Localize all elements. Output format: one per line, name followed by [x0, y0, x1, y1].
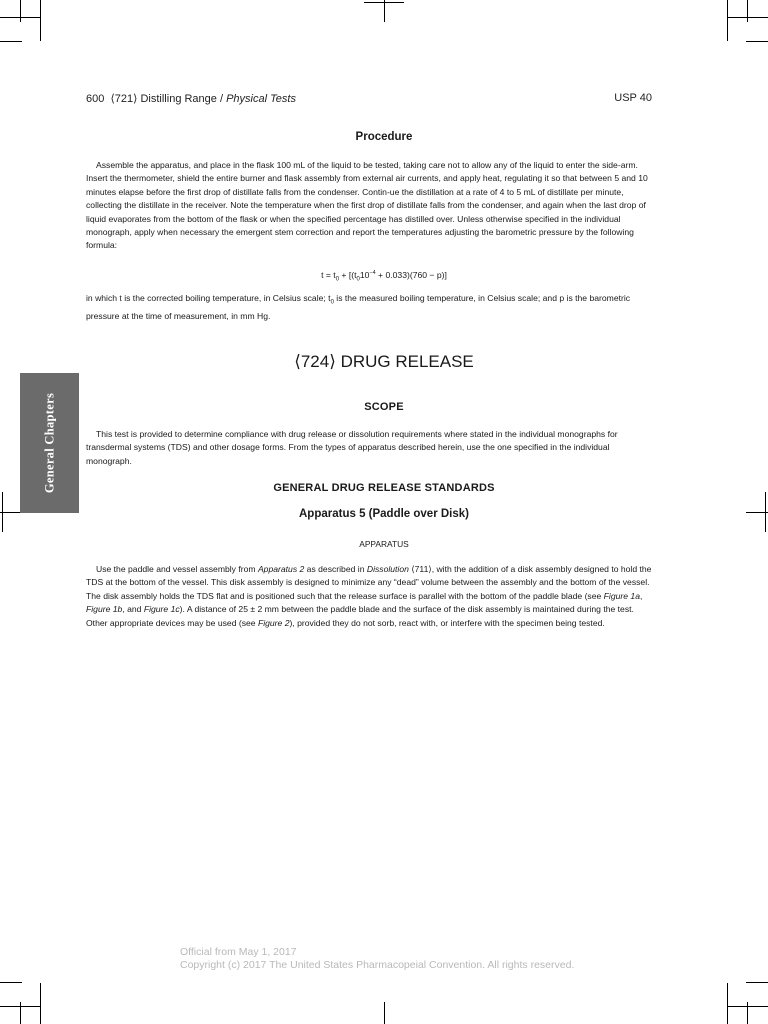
formula-part: + [(t — [339, 270, 357, 280]
scope-paragraph: This test is provided to determine compliance with drug release or dissolution requirements where stated in the individual monographs for transdermal systems (TDS) and other dosage forms. From the types of apparatus described herein, use the one specified in the individual monograph. — [86, 429, 618, 466]
formula-part: + 0.033)(760 − p)] — [375, 270, 447, 280]
apparatus-text: ). A distance of 25 ± 2 mm between the paddle blade and the surface of the disk assembly is maintained during the test. Other appropriate devices may be used (see — [86, 604, 634, 628]
copyright-notice: Copyright (c) 2017 The United States Pharmacopeial Convention. All rights reserved. — [180, 959, 575, 971]
copyright-footer — [180, 946, 574, 972]
side-tab-label: General Chapters — [42, 392, 56, 494]
apparatus-subheading: APPARATUS — [359, 539, 409, 549]
usp-edition: USP 40 — [614, 92, 652, 104]
crop-mark — [727, 983, 728, 1024]
formula-part: 10 — [359, 270, 370, 280]
apparatus-5-heading: Apparatus 5 (Paddle over Disk) — [299, 508, 469, 520]
crop-mark — [40, 0, 41, 41]
crop-mark — [0, 41, 22, 42]
crop-mark — [20, 1002, 21, 1024]
formula-superscript: −4 — [369, 270, 376, 277]
apparatus-text: , and — [122, 604, 144, 615]
formula-subscript: 0 — [356, 276, 360, 283]
page-number: 600 — [86, 93, 105, 105]
apparatus-text: as described in — [304, 564, 367, 574]
general-chapters-tab — [20, 373, 79, 513]
general-standards-heading: GENERAL DRUG RELEASE STANDARDS — [273, 482, 495, 494]
formula-explanation-text: is the measured boiling temperature, in Celsius scale; and p is the barometric pressure at the time of measurement, in mm Hg. — [86, 293, 631, 322]
section-name: Physical Tests — [226, 93, 296, 105]
crop-mark — [384, 0, 385, 22]
apparatus-text: , — [639, 590, 643, 601]
formula-subscript: 0 — [335, 276, 340, 283]
apparatus-text: Use the paddle and vessel assembly from — [96, 564, 258, 574]
figure-1a-reference: Figure 1a — [603, 590, 640, 601]
figure-1c-reference: Figure 1c — [143, 604, 180, 615]
formula-explanation — [86, 292, 652, 324]
figure-2-reference: Figure 2 — [257, 617, 290, 628]
boiling-point-formula — [0, 270, 768, 283]
official-date: Official from May 1, 2017 — [180, 946, 297, 958]
formula-explanation-text: in which t is the corrected boiling temperature, in Celsius scale; t — [86, 293, 331, 303]
apparatus-text: ⟨711⟩, with the addition of a disk assembly designed to hold the TDS at the bottom of the vessel. This disk assembly is designed to minimize any “dead” volume between the assembly and the bottom of the vessel. The disk assembly holds the TDS flat and is positioned such that the release surface is parallel with the bottom of the paddle blade (see — [86, 564, 652, 601]
crop-mark — [746, 41, 768, 42]
crop-mark — [747, 1002, 748, 1024]
procedure-paragraph: Assemble the apparatus, and place in the flask 100 mL of the liquid to be tested, taking care not to allow any of the liquid to enter the side-arm. Insert the thermometer, shield the entire burner and flask assembly from external air currents, and apply heat, regulating it so that between 5 and 10 minutes elapse before the first drop of distillate falls from the condenser. Contin-ue the distillation at a rate of 4 to 5 mL of distillate per minute, collecting the distillate in the receiver. Note the temperature when the first drop of distillate falls from the condenser, and again when the last drop of liquid evaporates from the bottom of the flask or when the specified percentage has distilled over. Unless otherwise specified in the individual monograph, apply when necessary the emergent stem correction and report the temperatures adjusting the barometric pressure by the following formula: — [86, 160, 648, 251]
figure-1b-reference: Figure 1b — [86, 604, 123, 615]
crop-mark — [746, 982, 768, 983]
dissolution-reference: Dissolution — [366, 564, 409, 574]
crop-mark — [0, 982, 22, 983]
apparatus-2-reference: Apparatus 2 — [257, 564, 305, 574]
crop-mark — [727, 0, 728, 41]
chapter-title: ⟨724⟩ DRUG RELEASE — [294, 352, 474, 371]
apparatus-text: ), provided they do not sorb, react with, or interfere with the specimen being tested. — [289, 617, 605, 628]
crop-mark — [40, 983, 41, 1024]
running-header — [86, 92, 296, 105]
formula-part: t = t — [321, 270, 336, 280]
crop-mark — [747, 0, 748, 22]
crop-mark — [20, 0, 21, 22]
crop-mark — [384, 1002, 385, 1024]
formula-explanation-subscript: 0 — [330, 299, 334, 306]
apparatus-paragraph — [86, 563, 652, 630]
chapter-reference: ⟨721⟩ Distilling Range / — [110, 93, 227, 105]
scope-heading: SCOPE — [364, 401, 404, 413]
procedure-heading: Procedure — [355, 131, 413, 143]
